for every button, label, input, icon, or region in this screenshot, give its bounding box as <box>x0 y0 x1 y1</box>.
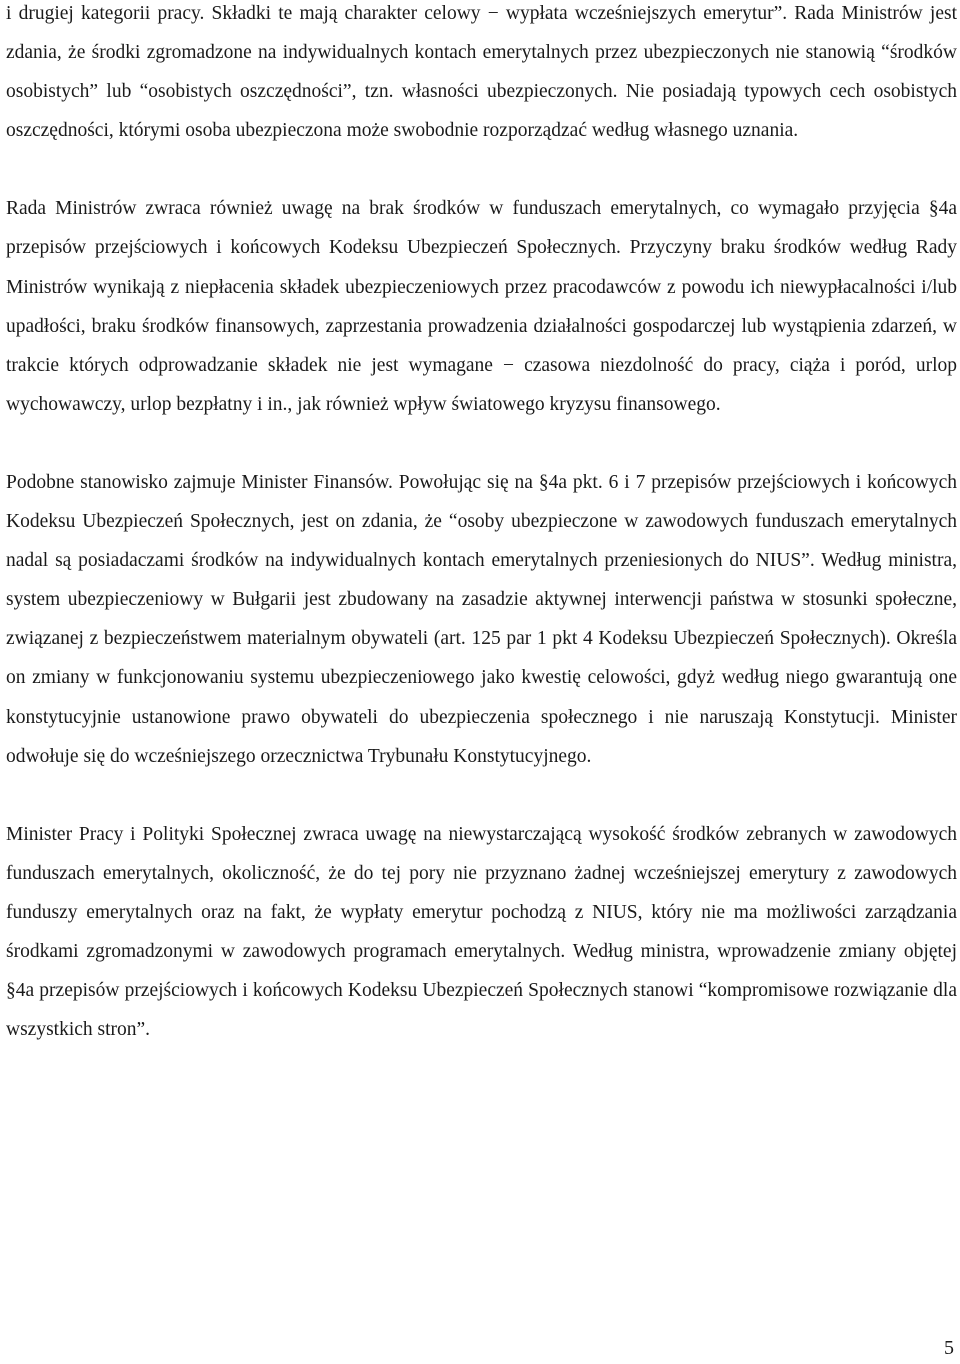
paragraph-1: i drugiej kategorii pracy. Składki te mają charakter celowy − wypłata wcześniejszych emerytur”. Rada Ministrów jest zdania, że środki zgromadzone na indywidualnych kontach emerytalnych przez ubezpieczonych nie stanowią “środków osobistych” lub “osobistych oszczędności”, tzn. własności ubezpieczonych. Nie posiadają typowych cech osobistych oszczędności, którymi osoba ubezpieczona może swobodnie rozporządzać według własnego uznania. <box>6 3 957 142</box>
paragraph-2: Rada Ministrów zwraca również uwagę na brak środków w funduszach emerytalnych, co wymagało przyjęcia §4a przepisów przejściowych i końcowych Kodeksu Ubezpieczeń Społecznych. Przyczyny braku środków według Rady Ministrów wynikają z niepłacenia składek ubezpieczeniowych przez pracodawców z powodu ich niewypłacalności i/lub upadłości, braku środków finansowych, zaprzestania prowadzenia działalności gospodarczej lub wystąpienia zdarzeń, w trakcie których odprowadzanie składek nie jest wymagane − czasowa niezdolność do pracy, ciąża i poród, urlop wychowawczy, urlop bezpłatny i in., jak również wpływ światowego kryzysu finansowego. <box>6 198 957 415</box>
paragraph-3: Podobne stanowisko zajmuje Minister Finansów. Powołując się na §4a pkt. 6 i 7 przepisów przejściowych i końcowych Kodeksu Ubezpieczeń Społecznych, jest on zdania, że “osoby ubezpieczone w zawodowych funduszach emerytalnych nadal są posiadaczami środków na indywidualnych kontach emerytalnych przeniesionych do NIUS”. Według ministra, system ubezpieczeniowy w Bułgarii jest zbudowany na zasadzie aktywnej interwencji państwa w stosunki społeczne, związanej z bezpieczeństwem materialnym obywateli (art. 125 par 1 pkt 4 Kodeksu Ubezpieczeń Społecznych). Określa on zmiany w funkcjonowaniu systemu ubezpieczeniowego jako kwestię celowości, gdyż według niego gwarantują one konstytucyjnie ustanowione prawo obywateli do ubezpieczenia społecznego i nie naruszają Konstytucji. Minister odwołuje się do wcześniejszego orzecznictwa Trybunału Konstytucyjnego. <box>6 471 957 767</box>
paragraph-gap <box>6 776 957 815</box>
paragraph-4: Minister Pracy i Polityki Społecznej zwraca uwagę na niewystarczającą wysokość środków zebranych w zawodowych funduszach emerytalnych, okoliczność, że do tej pory nie przyznano żadnej wcześniejszej emerytury z zawodowych funduszy emerytalnych oraz na fakt, że wypłaty emerytur pochodzą z NIUS, który nie ma możliwości zarządzania środkami zgromadzonymi w zawodowych programach emerytalnych. Według ministra, wprowadzenie zmiany objętej §4a przepisów przejściowych i końcowych Kodeksu Ubezpieczeń Społecznych stanowi “kompromisowe rozwiązanie dla wszystkich stron”. <box>6 823 957 1041</box>
paragraph-gap <box>6 150 957 189</box>
paragraph-gap <box>6 424 957 463</box>
page-number: 5 <box>944 1337 954 1359</box>
document-page <box>6 0 957 1049</box>
